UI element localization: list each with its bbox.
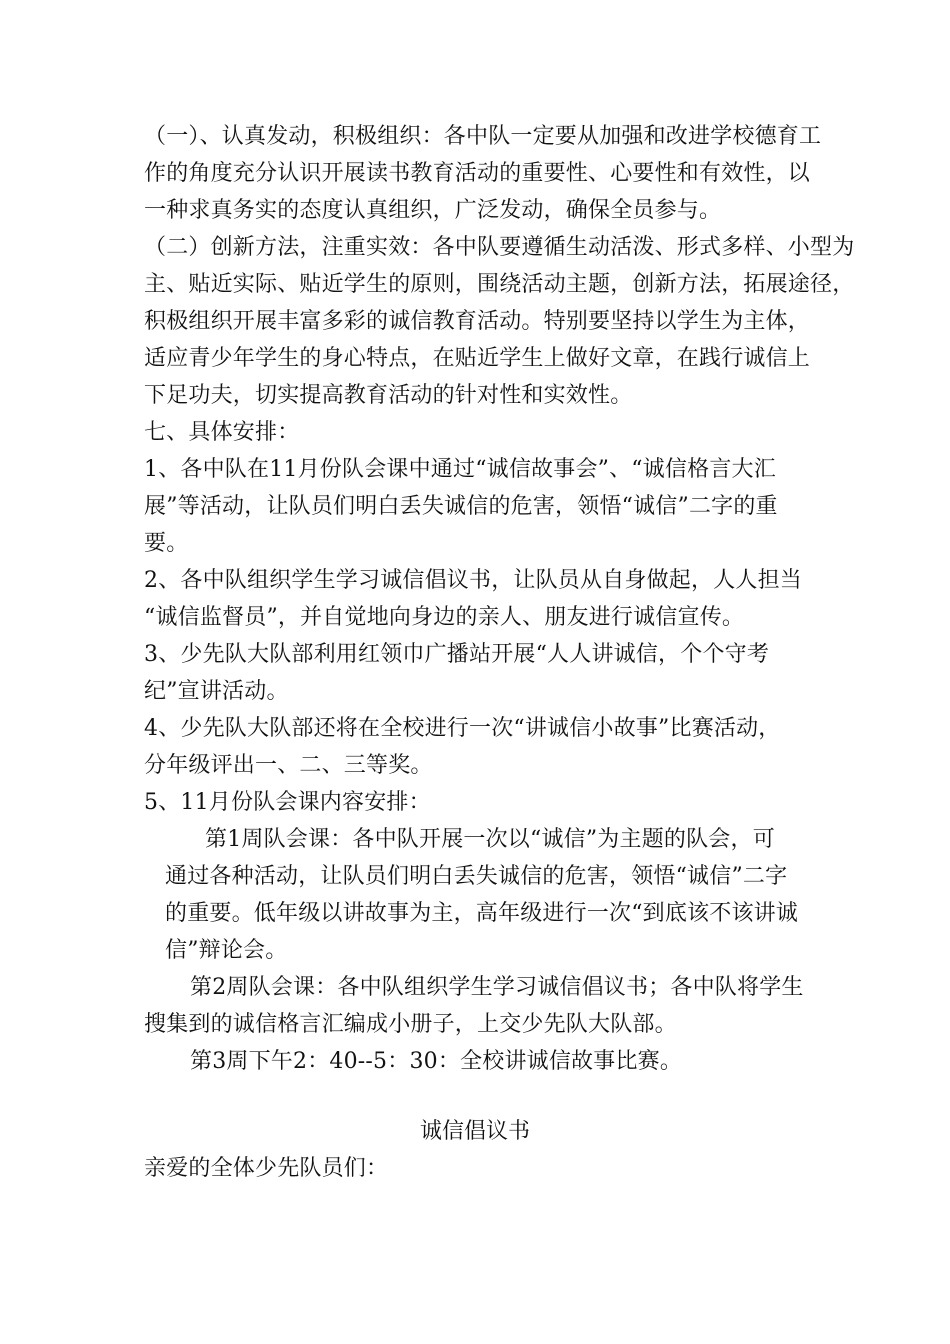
- schedule-line: 第1周队会课：各中队开展一次以“诚信”为主题的队会，可: [205, 827, 775, 852]
- list-item-line: 要。: [144, 531, 189, 556]
- paragraph-line: 积极组织开展丰富多彩的诚信教育活动。特别要坚持以学生为主体，: [144, 309, 811, 334]
- schedule-line: 通过各种活动，让队员们明白丢失诚信的危害，领悟“诚信”二字: [165, 864, 788, 889]
- document-title: 诚信倡议书: [419, 1119, 530, 1144]
- section-heading: 七、具体安排：: [144, 420, 300, 445]
- schedule-line: 的重要。低年级以讲故事为主，高年级进行一次“到底该不该讲诚: [165, 901, 799, 926]
- paragraph-line: 主、贴近实际、贴近学生的原则，围绕活动主题，创新方法，拓展途径，: [144, 272, 855, 297]
- schedule-line: 信”辩论会。: [165, 938, 288, 963]
- list-item-line: 纪”宣讲活动。: [144, 679, 289, 704]
- list-item-line: 3、少先队大队部利用红领巾广播站开展“人人讲诚信，个个守考: [144, 642, 770, 667]
- list-item-line: 分年级评出一、二、三等奖。: [144, 753, 433, 778]
- paragraph-line: 一种求真务实的态度认真组织，广泛发动，确保全员参与。: [144, 198, 722, 223]
- schedule-line: 第2周队会课：各中队组织学生学习诚信倡议书；各中队将学生: [190, 975, 804, 1000]
- list-item-line: 展”等活动，让队员们明白丢失诚信的危害，领悟“诚信”二字的重: [144, 494, 778, 519]
- list-item-line: 1、各中队在11月份队会课中通过“诚信故事会”、“诚信格言大汇: [144, 457, 776, 482]
- schedule-line: 搜集到的诚信格言汇编成小册子，上交少先队大队部。: [144, 1012, 677, 1037]
- list-item-line: 2、各中队组织学生学习诚信倡议书，让队员从自身做起，人人担当: [144, 568, 802, 593]
- salutation: 亲爱的全体少先队员们：: [144, 1156, 389, 1181]
- list-item-line: 5、11月份队会课内容安排：: [144, 790, 431, 815]
- paragraph-line: 作的角度充分认识开展读书教育活动的重要性、心要性和有效性，以: [144, 161, 811, 186]
- schedule-line: 第3周下午2：40--5：30：全校讲诚信故事比赛。: [190, 1049, 683, 1074]
- paragraph-line: 下足功夫，切实提高教育活动的针对性和实效性。: [144, 383, 633, 408]
- paragraph-line: （一）、认真发动，积极组织：各中队一定要从加强和改进学校德育工: [144, 124, 822, 149]
- list-item-line: 4、少先队大队部还将在全校进行一次“讲诚信小故事”比赛活动，: [144, 716, 781, 741]
- paragraph-line: （二）创新方法，注重实效：各中队要遵循生动活泼、形式多样、小型为: [144, 235, 855, 260]
- paragraph-line: 适应青少年学生的身心特点，在贴近学生上做好文章，在践行诚信上: [144, 346, 811, 371]
- list-item-line: “诚信监督员”，并自觉地向身边的亲人、朋友进行诚信宣传。: [144, 605, 745, 630]
